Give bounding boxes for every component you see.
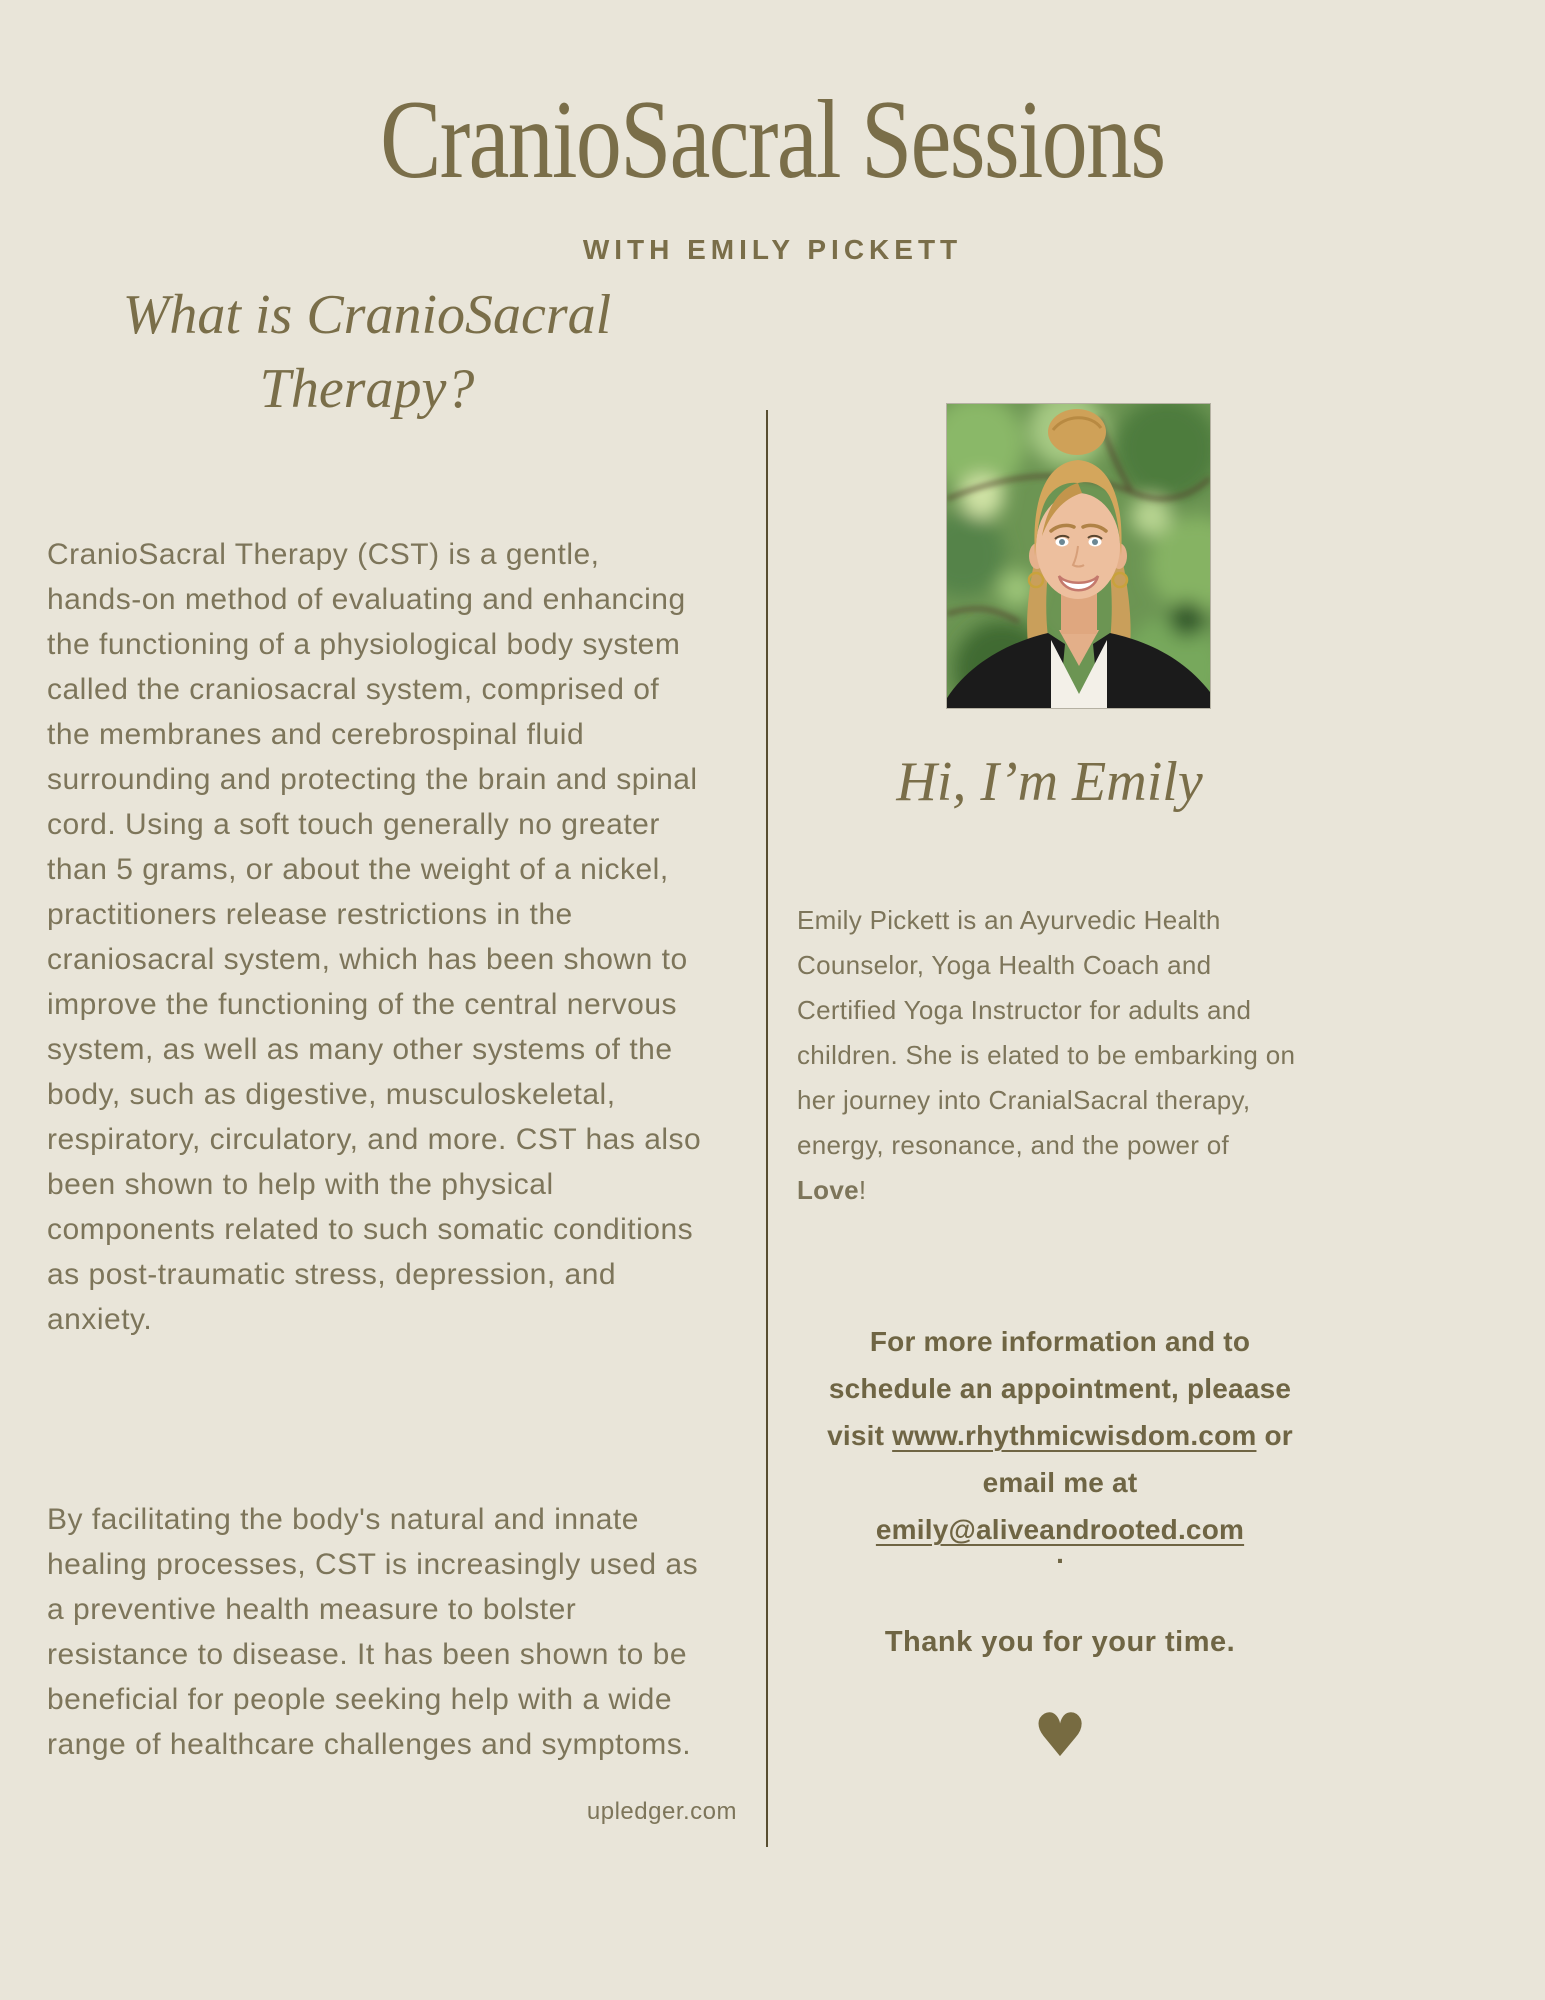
contact-block [810,1318,1310,1553]
bio-end: ! [858,1175,867,1205]
vertical-divider [766,410,768,1847]
email-link[interactable]: emily@aliveandrooted.com [875,1514,1245,1545]
heart-icon: ♥ [1033,1701,1087,1771]
website-link[interactable]: www.rhythmicwisdom.com [892,1420,1257,1451]
left-section-heading-text: What is CranioSacral Therapy? [122,284,612,420]
thank-you-text: Thank you for your time. [884,1626,1236,1658]
profile-photo [946,403,1211,709]
source-credit: upledger.com [586,1798,737,1825]
left-section-heading [47,278,687,426]
stray-period: . [1056,1538,1064,1569]
page-title-text: CranioSacral Sessions [380,78,1165,202]
bio-paragraph [797,898,1302,1213]
page-subtitle: WITH EMILY PICKETT [582,234,963,265]
page-title [0,78,1545,202]
contact-middle-text: or email me at [982,1420,1293,1498]
bio-text: Emily Pickett is an Ayurvedic Health Counselor, Yoga Health Coach and Certified Yoga Instructor for adults and children. She is elated to be embarking on her journey into CranialSacral therapy, energy, resonance, and the power of [797,905,1296,1160]
cst-benefits-paragraph: By facilitating the body's natural and innate healing processes, CST is increasingly used as a preventive health measure to bolster resistance to disease. It has been shown to be beneficial for people seeking help with a wide range of healthcare challenges and symptoms. [47,1503,699,1761]
profile-photo-illustration [947,404,1210,708]
greeting-heading: Hi, I’m Emily [896,751,1203,813]
cst-description-paragraph: CranioSacral Therapy (CST) is a gentle, hands-on method of evaluating and enhancing the functioning of a physiological body system called the craniosacral system, comprised of the membranes and cerebrospinal fluid surrounding and protecting the brain and spinal cord. Using a soft touch generally no greater than 5 grams, or about the weight of a nickel, practitioners release restrictions in the craniosacral system, which has been shown to improve the functioning of the central nervous system, as well as many other systems of the body, such as digestive, musculoskeletal, respiratory, circulatory, and more. CST has also been shown to help with the physical components related to such somatic conditions as post-traumatic stress, depression, and anxiety. [47,538,702,1336]
contact-intro-text: For more information and to schedule an appointment, pleaase visit [827,1326,1292,1451]
bio-bold-word: Love [797,1175,859,1205]
